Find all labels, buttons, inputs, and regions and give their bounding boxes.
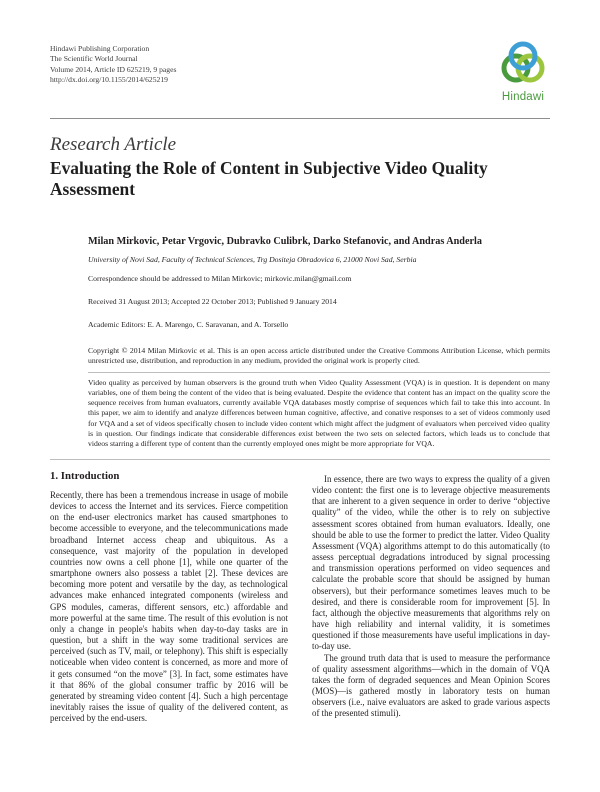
article-type: Research Article xyxy=(50,134,177,155)
body-paragraph: In essence, there are two ways to express the quality of a given video content: the first one is to leverage objective measurements that are inherent to a given sequence in order to derive “objective quality” of the video, while the other is to rely on subjective assessment scores obtained from human evaluators. Ideally, one should be able to use the former to predict the latter. Video Quality Assessment (VQA) algorithms attempt to do this automatically (to assess perceptual degradations introduced by signal processing and transmission operations performed on video sequences and calculate the probable score that should be assigned by human observers), but their performance sometimes leaves much to be desired, and there is considerable room for improvement [5]. In fact, although the objective measurements that algorithms rely on have high reliability and internal validity, it is sometimes questioned if those measurements have useful implications in day-to-day use. xyxy=(312,474,550,652)
section-heading-introduction: 1. Introduction xyxy=(50,470,120,482)
body-paragraph: The ground truth data that is used to measure the performance of quality assessment algorithms—which in the domain of VQA takes the form of degraded sequences and Mean Opinion Scores (MOS)—is gathered mostly in laboratory tests on human observers (i.e., naive evaluators are asked to grade various aspects of the presented stimuli). xyxy=(312,652,550,719)
author-list: Milan Mirkovic, Petar Vrgovic, Dubravko Culibrk, Darko Stefanovic, and Andras Anderla xyxy=(88,236,482,247)
body-column-left xyxy=(50,490,288,724)
academic-editors: Academic Editors: E. A. Marengo, C. Saravanan, and A. Torsello xyxy=(88,320,289,329)
header-divider xyxy=(50,118,550,119)
copyright-notice: Copyright © 2014 Milan Mirkovic et al. This is an open access article distributed under the Creative Commons Attribution License, which permits unrestricted use, distribution, and reproduction in any medium, provided the original work is properly cited. xyxy=(88,346,550,366)
body-paragraph: Recently, there has been a tremendous increase in usage of mobile devices to access the Internet and its services. Fierce competition on the end-user electronics market has caused smartphones to become accessible to everyone, and the telecommunications made broadband Internet access cheap and ubiquitous. As a consequence, vast majority of the population in developed countries now owns a cell phone [1], while one quarter of the smartphone owners also possess a tablet [2]. These devices are becoming more potent and versatile by the day, as technological advances make enhanced integrated components (wireless and GPS modules, cameras, different sensors, etc.) affordable and more powerful at the same time. The result of this evolution is not only a change in people's habits when day-to-day tasks are in question, but a shift in the way some traditional services are perceived (such as TV, mail, or telephony). This shift is especially noticeable when video content is concerned, as more and more of it gets consumed “on the move” [3]. In fact, some estimates have it that 86% of the global consumer traffic by 2016 will be generated by streaming video content [4]. Such a high percentage inevitably raises the issue of quality of the delivered content, as perceived by the end-users. xyxy=(50,490,288,724)
abstract: Video quality as perceived by human observers is the ground truth when Video Quality Assessment (VQA) is in question. It is dependent on many variables, one of them being the content of the video that is being evaluated. Despite the evidence that content has an impact on the quality score the sequence receives from human evaluators, currently available VQA databases mostly comprise of sequences which fail to take this into account. In this paper, we aim to identify and analyze differences between human cognitive, affective, and conative responses to a set of videos commonly used for VQA and a set of videos specifically chosen to include video content which might affect the judgment of evaluators when perceived video quality is in question. Our findings indicate that considerable differences exist between the two sets on selected factors, which leads us to conclude that videos starring a different type of content than the currently employed ones might be more appropriate for VQA. xyxy=(88,378,550,448)
volume-info: Volume 2014, Article ID 625219, 9 pages xyxy=(50,64,177,74)
correspondence: Correspondence should be addressed to Milan Mirkovic; mirkovic.milan@gmail.com xyxy=(88,274,352,283)
publication-info xyxy=(50,44,176,85)
journal-name: The Scientific World Journal xyxy=(50,54,138,64)
body-column-right xyxy=(312,474,550,719)
hindawi-logo-icon xyxy=(494,40,552,90)
publication-dates: Received 31 August 2013; Accepted 22 October 2013; Published 9 January 2014 xyxy=(88,297,337,306)
hindawi-logo xyxy=(494,40,552,108)
article-title: Evaluating the Role of Content in Subjective Video Quality Assessment xyxy=(50,158,488,199)
abstract-divider-bottom xyxy=(50,459,550,460)
affiliation: University of Novi Sad, Faculty of Technical Sciences, Trg Dositeja Obradovica 6, 21000 Novi Sad, Serbia xyxy=(88,255,417,264)
publisher-name: Hindawi Publishing Corporation xyxy=(50,44,150,53)
hindawi-logo-text: Hindawi xyxy=(501,91,545,103)
doi-link[interactable]: http://dx.doi.org/10.1155/2014/625219 xyxy=(50,74,168,84)
abstract-divider-top xyxy=(88,372,550,373)
